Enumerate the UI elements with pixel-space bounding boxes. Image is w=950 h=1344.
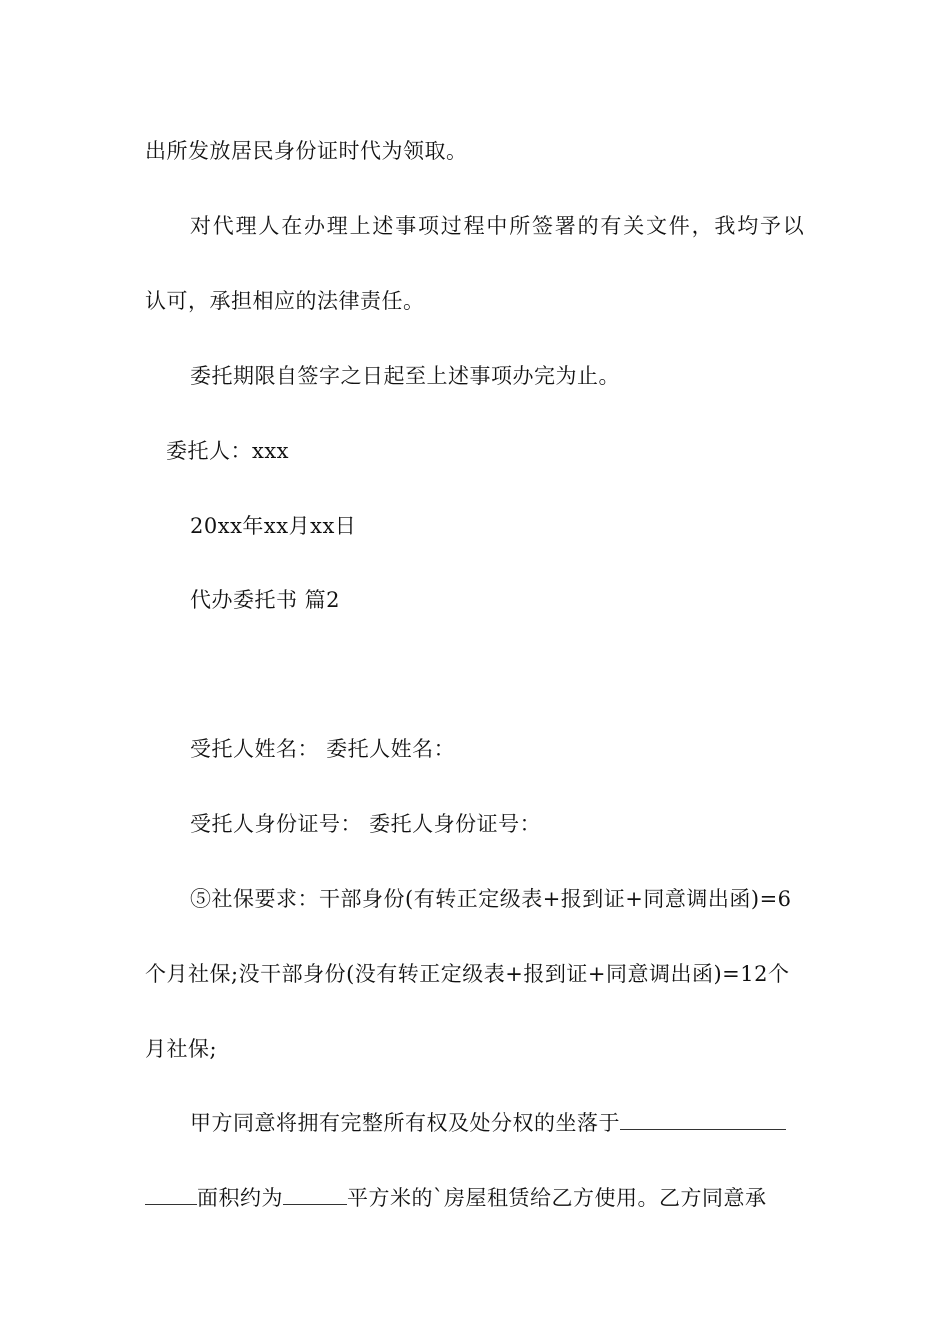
paragraph-line: ⑤社保要求：干部身份(有转正定级表+报到证+同意调出函)=6 bbox=[190, 887, 792, 911]
id-fields-line: 受托人身份证号： 委托人身份证号： bbox=[190, 812, 542, 836]
lease-text-3: 平方米的`房屋租赁给乙方使用。乙方同意承 bbox=[347, 1186, 767, 1210]
paragraph-line: 对代理人在办理上述事项过程中所签署的有关文件，我均予以 bbox=[190, 214, 806, 238]
lease-line-2 bbox=[145, 1184, 815, 1212]
paragraph-line: 出所发放居民身份证时代为领取。 bbox=[145, 139, 468, 163]
section-title: 代办委托书 篇2 bbox=[190, 588, 341, 612]
date-line: 20xx年xx月xx日 bbox=[190, 514, 357, 538]
paragraph-line: 个月社保;没干部身份(没有转正定级表+报到证+同意调出函)=12个 bbox=[145, 962, 790, 986]
lease-line-1 bbox=[190, 1109, 815, 1137]
address-blank-continued[interactable] bbox=[145, 1184, 197, 1205]
lease-text-1: 甲方同意将拥有完整所有权及处分权的坐落于 bbox=[190, 1111, 620, 1135]
paragraph-line: 认可，承担相应的法律责任。 bbox=[145, 289, 425, 313]
signatory-line: 委托人：xxx bbox=[166, 439, 290, 463]
lease-text-2: 面积约为 bbox=[197, 1186, 283, 1210]
paragraph-line: 委托期限自签字之日起至上述事项办完为止。 bbox=[190, 364, 620, 388]
address-blank[interactable] bbox=[620, 1109, 786, 1130]
area-blank[interactable] bbox=[283, 1184, 347, 1205]
name-fields-line: 受托人姓名： 委托人姓名： bbox=[190, 737, 456, 761]
paragraph-line: 月社保; bbox=[145, 1037, 218, 1061]
